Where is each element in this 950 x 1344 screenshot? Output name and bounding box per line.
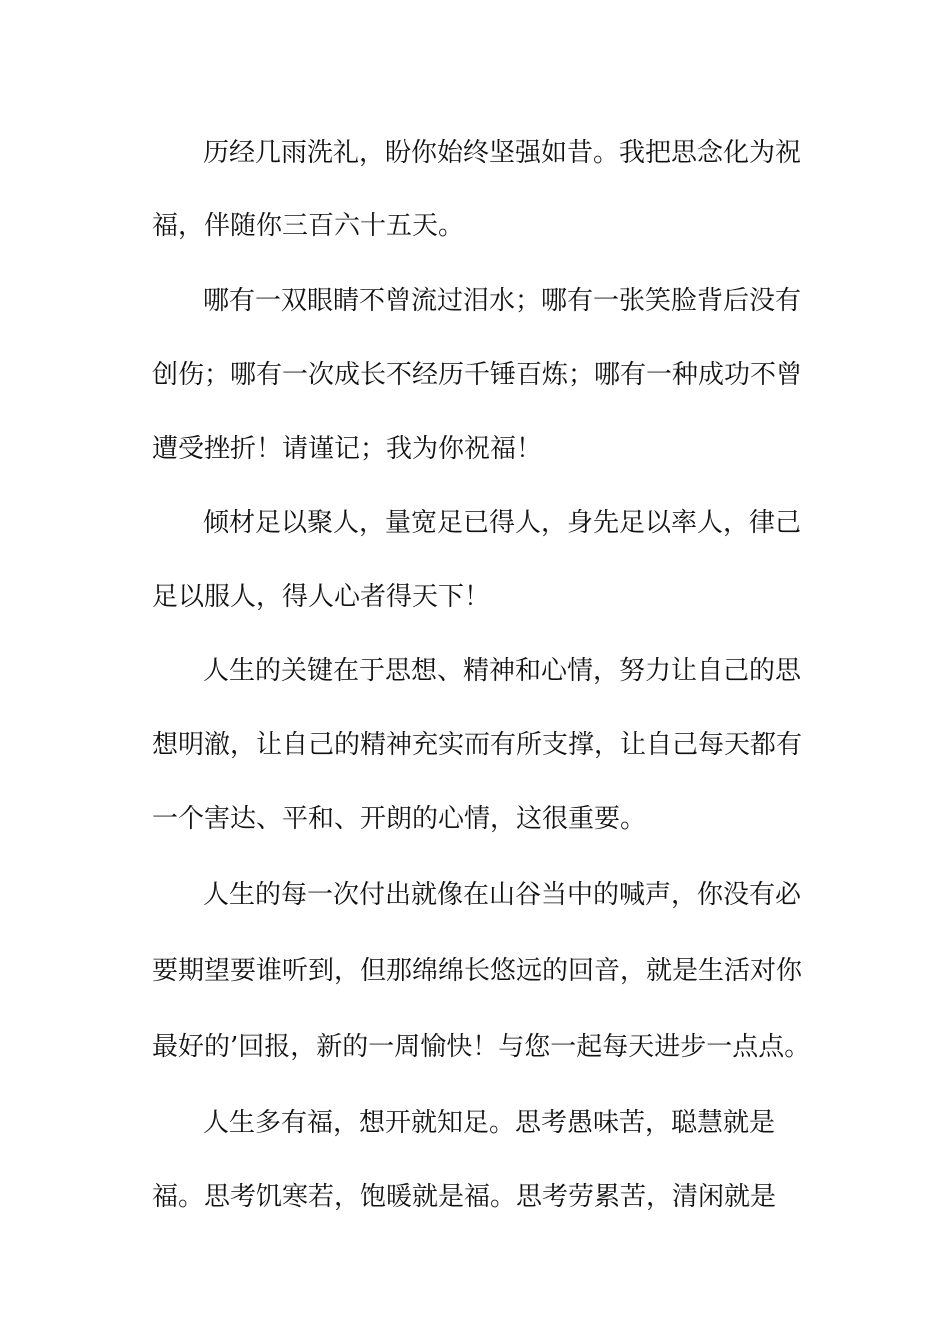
- paragraph-2-line-2: 创伤；哪有一次成长不经历千锤百炼；哪有一种成功不曾: [152, 360, 803, 390]
- paragraph-4-line-3: 一个害达、平和、开朗的心情，这很重要。: [152, 804, 647, 834]
- paragraph-2-line-3: 遭受挫折！请谨记；我为你祝福！: [152, 434, 543, 464]
- paragraph-1-line-2: 福，伴随你三百六十五天。: [152, 211, 465, 241]
- paragraph-3-line-2: 足以服人，得人心者得天下！: [152, 582, 491, 612]
- paragraph-3-line-1: 倾材足以聚人，量宽足已得人，身先足以率人，律己: [203, 508, 802, 538]
- paragraph-6-line-2: 福。思考饥寒若，饱暖就是福。思考劳累苦，清闲就是: [152, 1182, 777, 1212]
- paragraph-5-line-3: 最好的’回报，新的一周愉快！与您一起每天进步一点点。: [152, 1032, 811, 1062]
- paragraph-4-line-2: 想明澈，让自己的精神充实而有所支撑，让自己每天都有: [152, 730, 803, 760]
- paragraph-6-line-1: 人生多有福，想开就知足。思考愚味苦，聪慧就是: [203, 1108, 776, 1138]
- paragraph-5-line-1: 人生的每一次付出就像在山谷当中的喊声，你没有必: [203, 880, 802, 910]
- paragraph-4-line-1: 人生的关键在于思想、精神和心情，努力让自己的思: [203, 656, 802, 686]
- paragraph-5-line-2: 要期望要谁听到，但那绵绵长悠远的回音，就是生活对你: [152, 956, 803, 986]
- paragraph-1-line-1: 历经几雨洗礼，盼你始终坚强如昔。我把思念化为祝: [203, 138, 802, 168]
- paragraph-2-line-1: 哪有一双眼睛不曾流过泪水；哪有一张笑脸背后没有: [203, 286, 802, 316]
